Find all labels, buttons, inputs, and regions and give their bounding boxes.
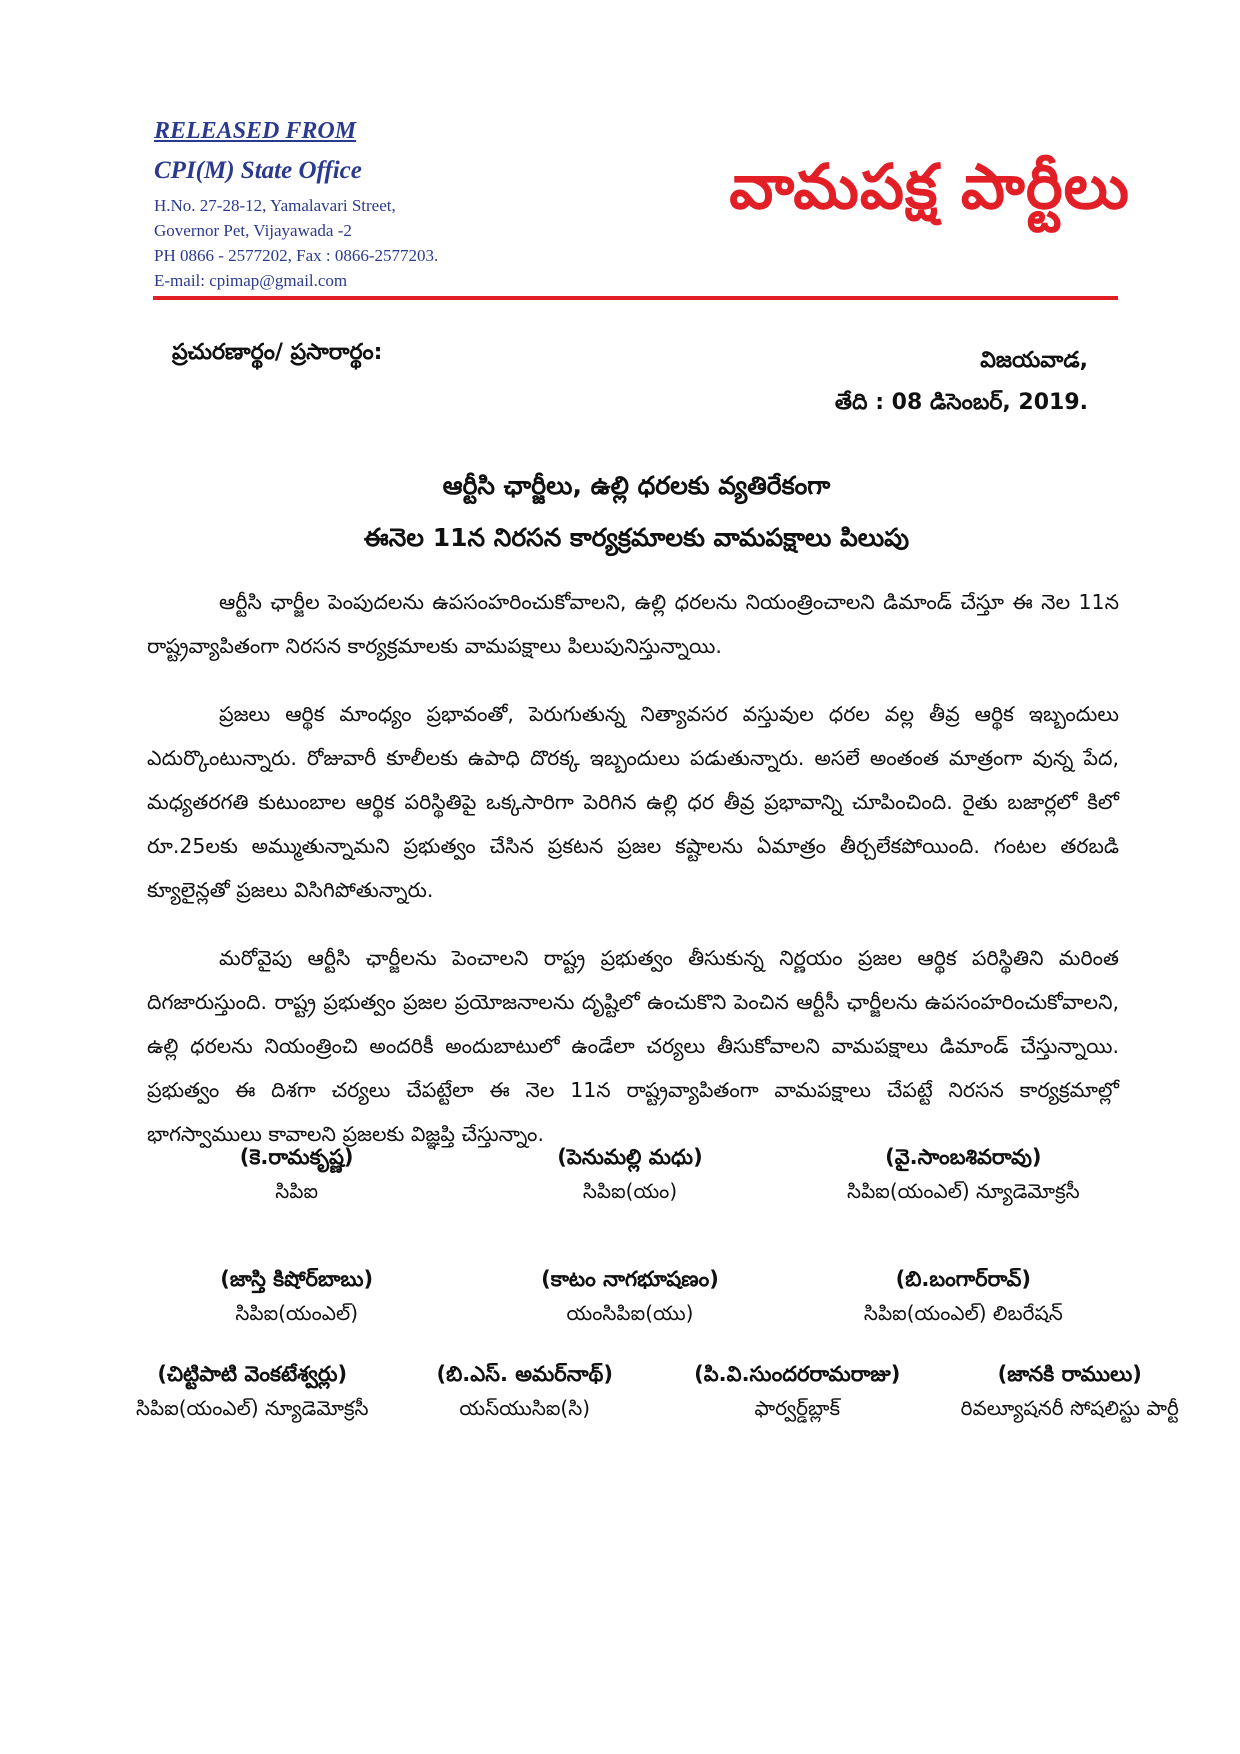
signatory-name: (వై.సాంబశివరావు) xyxy=(885,1145,1042,1169)
signatory-name: (కాటం నాగభూషణం) xyxy=(541,1267,719,1291)
address-line: Governor Pet, Vijayawada -2 xyxy=(154,221,352,240)
signatory-name: (పెనుమల్లి మధు) xyxy=(557,1145,703,1169)
place: విజయవాడ, xyxy=(980,348,1088,373)
signatory-party: రివల్యూషనరీ సోషలిస్టు పార్టీ xyxy=(960,1396,1179,1420)
signatory-name: (చిట్టిపాటి వెంకటేశ్వర్లు) xyxy=(157,1362,348,1386)
signatory xyxy=(130,1140,463,1208)
signatory xyxy=(463,1262,796,1330)
paragraph: మరోవైపు ఆర్టీసి ఛార్జీలను పెంచాలని రాష్ట్ర ప్రభుత్వం తీసుకున్న నిర్ణయం ప్రజల ఆర్థిక పరిస్థితిని మరింత దిగజారుస్తుంది. రాష్ట్ర ప్రభుత్వం ప్రజల ప్రయోజనాలను దృష్టిలో ఉంచుకొని పెంచిన ఆర్టీసీ ఛార్జీలను ఉపసంహరించుకోవాలని, ఉల్లి ధరలను నియంత్రించి అందరికీ అందుబాటులో ఉండేలా చర్యలు తీసుకోవాలని వామపక్షాలు డిమాండ్ చేస్తున్నాయి. ప్రభుత్వం ఈ దిశగా చర్యలు చేపట్టేలా ఈ నెల 11న రాష్ట్రవ్యాపితంగా వామపక్షాలు చేపట్టే నిరసన కార్యక్రమాల్లో భాగస్వాములు కావాలని ప్రజలకు విజ్ఞప్తి చేస్తున్నాం. xyxy=(147,946,1119,1146)
signatory xyxy=(797,1262,1130,1330)
phone-fax-line: PH 0866 - 2577202, Fax : 0866-2577203. xyxy=(154,246,439,265)
signatory xyxy=(661,1357,934,1425)
headline xyxy=(154,460,1119,564)
signatory-name: (కె.రామకృష్ణ) xyxy=(239,1145,354,1169)
paragraph: ఆర్టీసి ఛార్జీల పెంపుదలను ఉపసంహరించుకోవాలని, ఉల్లి ధరలను నియంత్రించాలని డిమాండ్ చేస్తూ ఈ నెల 11న రాష్ట్రవ్యాపితంగా నిరసన కార్యక్రమాలకు వామపక్షాలు పిలుపునిస్తున్నాయి. xyxy=(147,590,1119,658)
signatory-name: (పి.వి.సుందరరామరాజు) xyxy=(694,1362,901,1386)
signatory-party: సిపిఐ(యం) xyxy=(582,1179,678,1203)
signatory-party: సిపిఐ(యంఎల్) లిబరేషన్ xyxy=(863,1301,1063,1325)
header-divider xyxy=(153,296,1118,300)
signatory-name: (బి.ఎస్. అమర్‌నాథ్) xyxy=(436,1362,613,1386)
letterhead-block xyxy=(154,118,594,293)
signatories-row-1 xyxy=(130,1140,1130,1208)
office-name: CPI(M) State Office xyxy=(154,157,362,184)
signatory xyxy=(130,1262,463,1330)
headline-line-1: ఆర్టీసి ఛార్జీలు, ఉల్లి ధరలకు వ్యతిరేకంగా xyxy=(442,471,831,500)
paragraph: ప్రజలు ఆర్థిక మాంధ్యం ప్రభావంతో, పెరుగుతున్న నిత్యావసర వస్తువుల ధరల వల్ల తీవ్ర ఆర్థిక ఇబ్బందులు ఎదుర్కొంటున్నారు. రోజువారీ కూలీలకు ఉపాధి దొరక్క ఇబ్బందులు పడుతున్నారు. అసలే అంతంత మాత్రంగా వున్న పేద, మధ్యతరగతి కుటుంబాల ఆర్థిక పరిస్థితిపై ఒక్కసారిగా పెరిగిన ఉల్లి ధర తీవ్ర ప్రభావాన్ని చూపించింది. రైతు బజార్లలో కిలో రూ.25లకు అమ్ముతున్నామని ప్రభుత్వం చేసిన ప్రకటన ప్రజల కష్టాలను ఏమాత్రం తీర్చలేకపోయింది. గంటల తరబడి క్యూలైన్లతో ప్రజలు విసిగిపోతున్నారు. xyxy=(147,702,1119,902)
signatory-party: సిపిఐ(యంఎల్) న్యూడెమోక్రసీ xyxy=(847,1179,1080,1203)
signatory-name: (బి.బంగార్‌రావ్) xyxy=(895,1267,1032,1291)
date: తేది : 08 డిసెంబర్, 2019. xyxy=(834,390,1088,415)
signatory-name: (జానకి రాములు) xyxy=(997,1362,1142,1386)
signatory xyxy=(116,1357,389,1425)
signatory xyxy=(934,1357,1207,1425)
body-text xyxy=(147,580,1119,1180)
signatory xyxy=(463,1140,796,1208)
address-line: H.No. 27-28-12, Yamalavari Street, xyxy=(154,196,396,215)
signatory-party: యస్‌యుసిఐ(సి) xyxy=(459,1396,591,1420)
email-line: E-mail: cpimap@gmail.com xyxy=(154,271,348,290)
release-label: ప్రచురణార్థం/ ప్రసారార్థం: xyxy=(172,340,383,365)
place-date-block xyxy=(835,340,1088,424)
signatory xyxy=(389,1357,662,1425)
signatory-party: యంసిపిఐ(యు) xyxy=(566,1301,694,1325)
signatory-party: సిపిఐ(యంఎల్) xyxy=(235,1301,358,1325)
signatory-name: (జాస్తి కిషోర్‌బాబు) xyxy=(220,1267,374,1291)
brand-title: వామపక్ష పార్టీలు xyxy=(729,150,1130,223)
released-from: RELEASED FROM xyxy=(154,118,357,144)
signatories-row-3 xyxy=(116,1357,1206,1425)
headline-line-2: ఈనెల 11న నిరసన కార్యక్రమాలకు వామపక్షాలు పిలుపు xyxy=(363,523,910,552)
signatories-row-2 xyxy=(130,1262,1130,1330)
signatory xyxy=(797,1140,1130,1208)
signatory-party: ఫార్వర్డ్‌బ్లాక్ xyxy=(754,1396,841,1420)
signatory-party: సిపిఐ(యంఎల్) న్యూడెమోక్రసీ xyxy=(135,1396,369,1420)
signatory-party: సిపిఐ xyxy=(275,1179,319,1203)
